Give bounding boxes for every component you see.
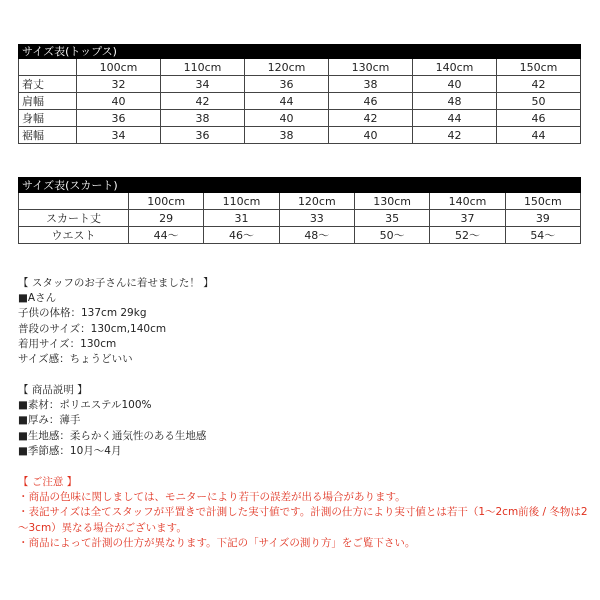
table-cell: 39 <box>505 210 580 227</box>
tops-header-size: 140cm <box>413 59 497 76</box>
row-label: 肩幅 <box>19 93 77 110</box>
table-cell: 40 <box>77 93 161 110</box>
product-line: ■季節感：10月～4月 <box>18 444 122 457</box>
tops-size-table <box>18 44 581 144</box>
staff-section <box>18 276 214 367</box>
table-row <box>19 76 581 93</box>
staff-line: 着用サイズ：130cm <box>18 337 117 350</box>
table-cell: 34 <box>77 127 161 144</box>
tops-table-header-row <box>19 59 581 76</box>
table-cell: 48 <box>413 93 497 110</box>
notes-line: ・商品によって計測の仕方が異なります。下記の「サイズの測り方」をご覧下さい。 <box>18 536 416 549</box>
table-row <box>19 93 581 110</box>
product-section-heading: 【 商品説明 】 <box>18 384 88 396</box>
tops-header-size: 150cm <box>497 59 581 76</box>
product-line: ■素材：ポリエステル100% <box>18 399 152 412</box>
table-cell: 48～ <box>279 227 354 244</box>
table-cell: 40 <box>245 110 329 127</box>
skirt-header-size: 120cm <box>279 193 354 210</box>
notes-section <box>18 475 593 551</box>
tops-header-size: 100cm <box>77 59 161 76</box>
table-cell: 37 <box>430 210 505 227</box>
staff-line: 子供の体格：137cm 29kg <box>18 307 147 320</box>
table-cell: 35 <box>354 210 429 227</box>
table-cell: 29 <box>129 210 204 227</box>
table-cell: 50 <box>497 93 581 110</box>
table-row <box>19 110 581 127</box>
table-cell: 31 <box>204 210 279 227</box>
skirt-table-title-row <box>19 178 581 193</box>
table-cell: 46 <box>497 110 581 127</box>
table-row <box>19 127 581 144</box>
skirt-header-size: 140cm <box>430 193 505 210</box>
table-cell: 36 <box>245 76 329 93</box>
notes-line: ・表記サイズは全てスタッフが平置きで計測した実寸値です。計測の仕方により実寸値とは若干（1～2cm前後 / 冬物は2～3cm）異なる場合がございます。 <box>18 506 588 534</box>
row-label: ウエスト <box>19 227 129 244</box>
table-row <box>19 210 581 227</box>
table-cell: 54～ <box>505 227 580 244</box>
table-row <box>19 227 581 244</box>
table-cell: 36 <box>161 127 245 144</box>
tops-header-blank <box>19 59 77 76</box>
skirt-table-title: サイズ表(スカート) <box>19 178 581 193</box>
table-cell: 42 <box>329 110 413 127</box>
table-cell: 36 <box>77 110 161 127</box>
table-cell: 44 <box>413 110 497 127</box>
table-cell: 46 <box>329 93 413 110</box>
table-cell: 50～ <box>354 227 429 244</box>
skirt-header-size: 130cm <box>354 193 429 210</box>
row-label: 身幅 <box>19 110 77 127</box>
table-cell: 40 <box>413 76 497 93</box>
table-cell: 44 <box>497 127 581 144</box>
tops-header-size: 110cm <box>161 59 245 76</box>
staff-line: 普段のサイズ：130cm,140cm <box>18 322 167 335</box>
table-cell: 32 <box>77 76 161 93</box>
tops-header-size: 120cm <box>245 59 329 76</box>
notes-section-heading: 【 ご注意 】 <box>18 476 78 488</box>
product-line: ■生地感：柔らかく通気性のある生地感 <box>18 429 207 442</box>
skirt-table-header-row <box>19 193 581 210</box>
table-cell: 38 <box>161 110 245 127</box>
table-cell: 42 <box>497 76 581 93</box>
row-label: 裾幅 <box>19 127 77 144</box>
tops-header-size: 130cm <box>329 59 413 76</box>
tops-table-title: サイズ表(トップス) <box>19 45 581 59</box>
staff-line: ■Aさん <box>18 292 57 305</box>
table-cell: 46～ <box>204 227 279 244</box>
table-cell: 38 <box>329 76 413 93</box>
table-cell: 42 <box>413 127 497 144</box>
skirt-header-size: 150cm <box>505 193 580 210</box>
row-label: スカート丈 <box>19 210 129 227</box>
staff-section-heading: 【 スタッフのお子さんに着せました！ 】 <box>18 277 214 289</box>
table-cell: 33 <box>279 210 354 227</box>
table-cell: 42 <box>161 93 245 110</box>
product-section <box>18 383 206 459</box>
table-cell: 40 <box>329 127 413 144</box>
skirt-size-table <box>18 177 581 244</box>
tops-table-title-row <box>19 45 581 59</box>
table-cell: 44 <box>245 93 329 110</box>
skirt-header-blank <box>19 193 129 210</box>
table-cell: 38 <box>245 127 329 144</box>
table-cell: 34 <box>161 76 245 93</box>
skirt-header-size: 110cm <box>204 193 279 210</box>
table-cell: 52～ <box>430 227 505 244</box>
staff-line: サイズ感：ちょうどいい <box>18 353 133 366</box>
table-cell: 44～ <box>129 227 204 244</box>
skirt-header-size: 100cm <box>129 193 204 210</box>
notes-line: ・商品の色味に関しましては、モニターにより若干の誤差が出る場合があります。 <box>18 491 406 504</box>
product-line: ■厚み：薄手 <box>18 414 81 427</box>
row-label: 着丈 <box>19 76 77 93</box>
